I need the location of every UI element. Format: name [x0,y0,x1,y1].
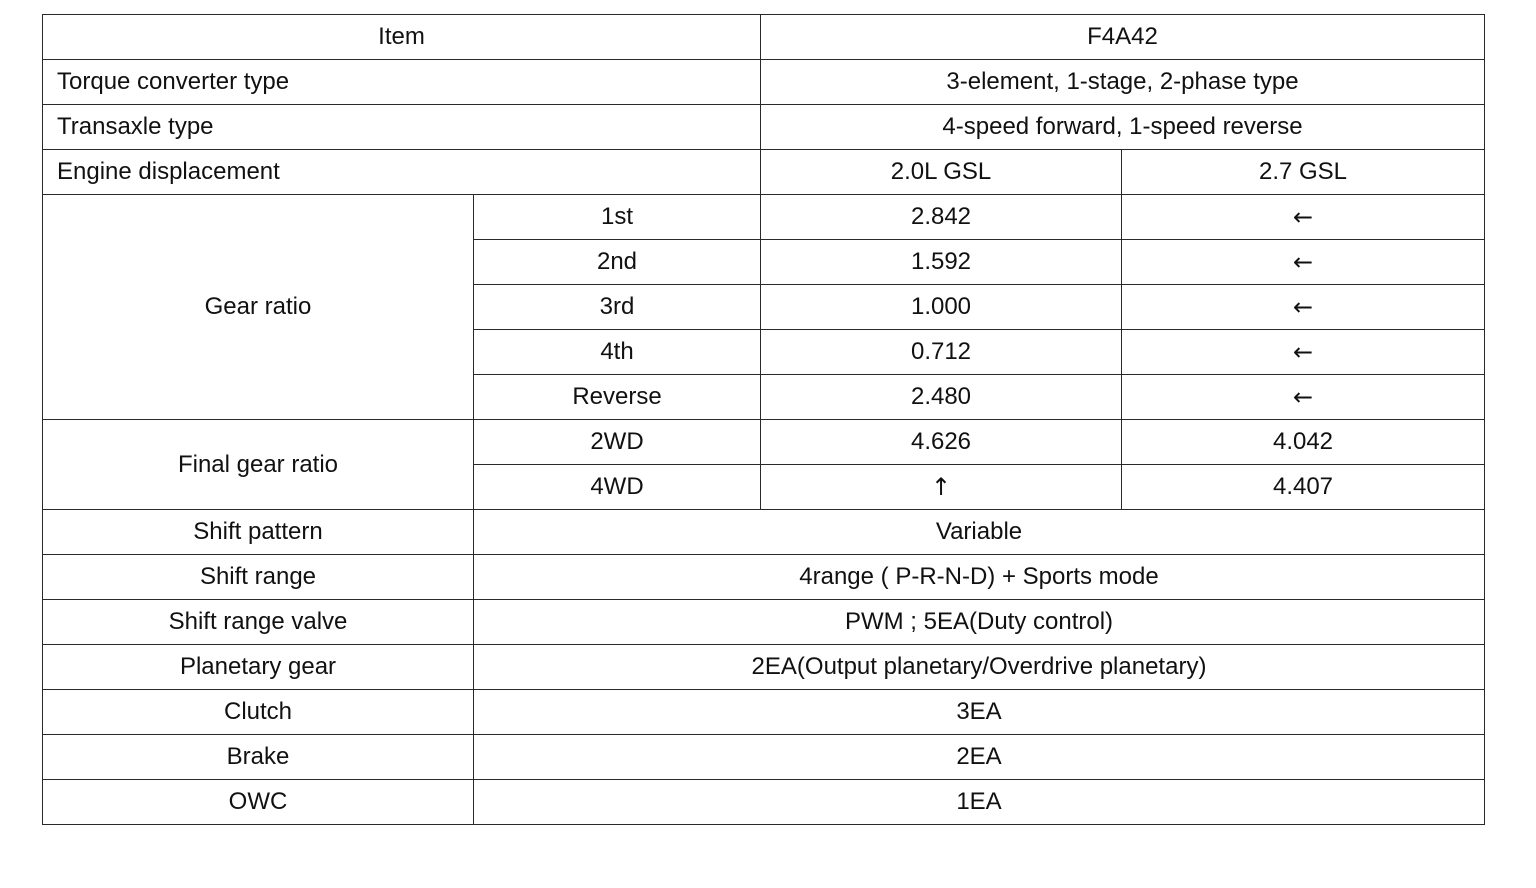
gear-ratio-b: ← [1122,330,1485,375]
clutch-label: Clutch [43,690,474,735]
gear-ratio-label: Gear ratio [43,195,474,420]
engine-displacement-a: 2.0L GSL [761,150,1122,195]
final-gear-ratio-label: Final gear ratio [43,420,474,510]
brake-value: 2EA [474,735,1485,780]
final-ratio-a: 4.626 [761,420,1122,465]
torque-converter-value: 3-element, 1-stage, 2-phase type [761,60,1485,105]
final-ratio-a: ↑ [761,465,1122,510]
gear-ratio-b: ← [1122,195,1485,240]
table-row [43,555,1485,600]
planetary-gear-value: 2EA(Output planetary/Overdrive planetary) [474,645,1485,690]
gear-ratio-a: 1.592 [761,240,1122,285]
final-ratio-b: 4.407 [1122,465,1485,510]
gear-ratio-a: 2.480 [761,375,1122,420]
table-row [43,510,1485,555]
gear-ratio-a: 0.712 [761,330,1122,375]
spec-table [42,14,1485,825]
table-row [43,780,1485,825]
planetary-gear-label: Planetary gear [43,645,474,690]
shift-range-label: Shift range [43,555,474,600]
header-model-cell: F4A42 [761,15,1485,60]
transaxle-label: Transaxle type [43,105,761,150]
final-ratio-b: 4.042 [1122,420,1485,465]
drive-cell: 4WD [474,465,761,510]
owc-value: 1EA [474,780,1485,825]
shift-pattern-label: Shift pattern [43,510,474,555]
table-row [43,105,1485,150]
table-row [43,690,1485,735]
gear-cell: 3rd [474,285,761,330]
header-item-cell: Item [43,15,761,60]
table-row [43,600,1485,645]
gear-cell: 1st [474,195,761,240]
gear-ratio-b: ← [1122,240,1485,285]
table-row [43,735,1485,780]
gear-cell: Reverse [474,375,761,420]
engine-displacement-b: 2.7 GSL [1122,150,1485,195]
transaxle-value: 4-speed forward, 1-speed reverse [761,105,1485,150]
gear-cell: 4th [474,330,761,375]
table-row [43,60,1485,105]
table-row [43,195,1485,240]
owc-label: OWC [43,780,474,825]
shift-range-value: 4range ( P-R-N-D) + Sports mode [474,555,1485,600]
gear-ratio-b: ← [1122,375,1485,420]
shift-pattern-value: Variable [474,510,1485,555]
table-row [43,420,1485,465]
table-row [43,645,1485,690]
gear-cell: 2nd [474,240,761,285]
gear-ratio-b: ← [1122,285,1485,330]
table-row [43,150,1485,195]
shift-range-valve-value: PWM ; 5EA(Duty control) [474,600,1485,645]
gear-ratio-a: 2.842 [761,195,1122,240]
clutch-value: 3EA [474,690,1485,735]
gear-ratio-a: 1.000 [761,285,1122,330]
engine-displacement-label: Engine displacement [43,150,761,195]
drive-cell: 2WD [474,420,761,465]
torque-converter-label: Torque converter type [43,60,761,105]
brake-label: Brake [43,735,474,780]
shift-range-valve-label: Shift range valve [43,600,474,645]
header-row [43,15,1485,60]
